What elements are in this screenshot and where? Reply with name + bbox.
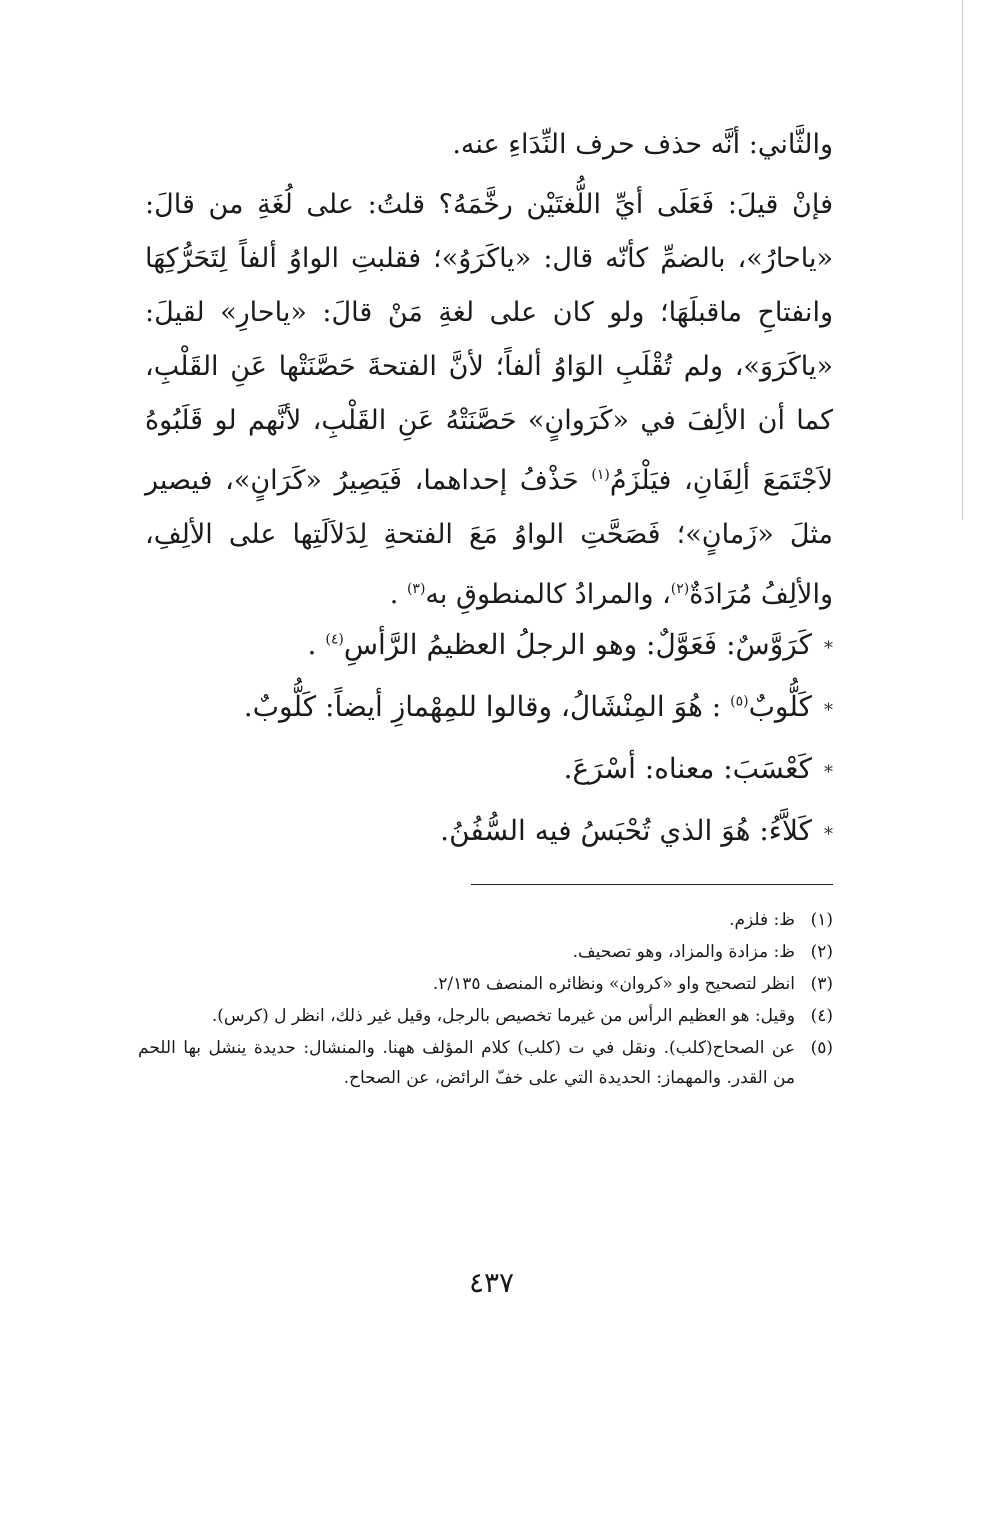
footnote-text: وقيل: هو العظيم الرأس من غيرما تخصيص بالرجل، وقيل غير ذلك، انظر ل (كرس).	[211, 1006, 795, 1026]
footnote-number: (٢)	[810, 942, 833, 962]
footnote-number: (٤)	[810, 1006, 833, 1026]
footnote-ref-1: (١)	[591, 467, 610, 483]
footnote-ref-2: (٢)	[670, 581, 690, 597]
footnote-divider	[471, 884, 833, 885]
paragraph-2	[145, 178, 833, 622]
footnote-text: ظ: مزادة والمزاد، وهو تصحيف.	[572, 942, 795, 962]
page-number: ٤٣٧	[468, 1266, 515, 1299]
entry-text	[244, 690, 812, 723]
footnote-4	[138, 1001, 833, 1031]
footnote-number: (٣)	[810, 974, 833, 994]
entry-body: كَلُّوبٌ	[748, 690, 812, 723]
asterisk-icon: *	[824, 638, 833, 659]
main-text	[145, 118, 833, 622]
footnote-text: ظ: فلزم.	[729, 910, 795, 930]
entry-body: كَلاَّءُ: هُوَ الذي تُحْبَسُ فيه السُّفُنُ.	[440, 814, 812, 847]
asterisk-icon: *	[824, 700, 833, 721]
footnote-ref: (٥)	[730, 693, 749, 710]
entry-karawwas	[145, 628, 833, 690]
entry-body: كَعْسَبَ: معناه: أسْرَعَ.	[563, 752, 812, 785]
footnote-5	[138, 1033, 833, 1093]
entry-kasab	[145, 752, 833, 814]
footnote-ref-3: (٣)	[406, 581, 426, 597]
footnote-number: (٥)	[810, 1038, 833, 1058]
paragraph-2-end: ، والمرادُ كالمنطوقِ به	[425, 579, 671, 610]
asterisk-icon: *	[824, 824, 833, 845]
entry-text	[308, 628, 812, 661]
dictionary-entries	[145, 628, 833, 876]
entry-tail: .	[307, 628, 317, 661]
footnote-2	[138, 937, 833, 967]
footnote-text: عن الصحاح(كلب). ونقل في ت (كلب) كلام المؤلف ههنا. والمنشال: حديدة ينشل بها اللحم من القدر. والمهماز: الحديدة التي على خفّ الرائض، عن الصحاح.	[138, 1038, 795, 1088]
paragraph-1: والثَّاني: أنَّه حذف حرف النِّدَاءِ عنه.	[452, 129, 833, 160]
footnotes	[138, 905, 833, 1095]
footnote-1	[138, 905, 833, 935]
asterisk-icon: *	[824, 762, 833, 783]
paragraph-2-continued: حَذْفُ إحداهما، فَيَصِيرُ «كَرَانٍ»، فيصير مثلَ «زَمانٍ»؛ فَصَحَّتِ الواوُ مَعَ الفتحةِ لِدَلاَلَتِها على الألِفِ، والألِفُ مُرَادَةٌ	[145, 465, 833, 610]
entry-tail: : هُوَ المِنْشَالُ، وقالوا للمِهْمازِ أيضاً: كَلُّوبٌ.	[243, 690, 722, 723]
entry-body: كَرَوَّسٌ: فَعَوَّلٌ: وهو الرجلُ العظيمُ الرَّأسِ	[343, 628, 812, 661]
paragraph-2-body: فإنْ قيلَ: فَعَلَى أيِّ اللُّغتَيْن رخَّمَهُ؟ قلتُ: على لُغَةِ من قالَ: «ياحارُ»، بالضمِّ كأنّه قال: «ياكَرَوُ»؛ فقلبتِ الواوُ ألفاً لِتَحَرُّكِهَا وانفتاحِ ماقبلَهَا؛ ولو كان على لغةِ مَنْ قالَ: «ياحارِ» لقيلَ: «ياكَرَوَ»، ولم تُقْلَبِ الوَاوُ ألفاً؛ لأنَّ الفتحةَ حَصَّنَتْها عَنِ القَلْبِ، كما أن الألِفَ في «كَرَوانٍ» حَصَّنَتْهُ عَنِ القَلْبِ، لأنَّهم لو قَلَبُوهُ لاَجْتَمَعَ ألِفَانِ، فيَلْزَمُ	[145, 189, 833, 496]
footnote-text: انظر لتصحيح واو «كروان» ونظائره المنصف ٢/١٣٥.	[432, 974, 795, 994]
entry-kallub	[145, 690, 833, 752]
footnote-ref: (٤)	[325, 631, 344, 648]
entry-kalla	[145, 814, 833, 876]
paragraph-2-final: .	[389, 579, 399, 610]
footnote-3	[138, 969, 833, 999]
page-edge-line	[962, 0, 963, 520]
footnote-number: (١)	[810, 910, 833, 930]
